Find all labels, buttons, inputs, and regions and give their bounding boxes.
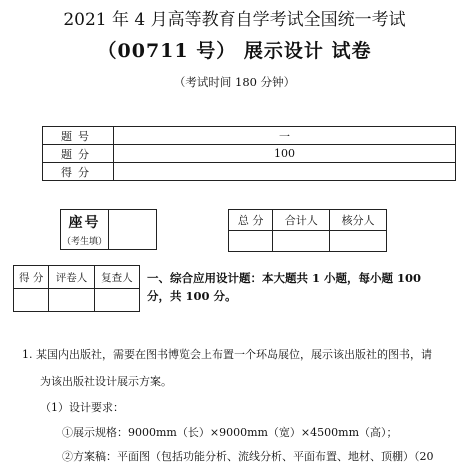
seat-title: 座号 <box>68 215 101 231</box>
table-row <box>229 210 387 231</box>
header-checker: 核分人 <box>330 210 387 231</box>
question-line: 为该出版社设计展示方案。 <box>40 375 172 388</box>
question-line: 1. 某国内出版社，需要在图书博览会上布置一个环岛展位，展示该出版社的图书，请 <box>22 348 432 361</box>
total-cell[interactable] <box>229 231 273 252</box>
question-line: ①展示规格：9000mm（长）×9000mm（宽）×4500mm（高）； <box>62 426 398 439</box>
score-cell[interactable] <box>14 289 49 312</box>
total-score-table <box>228 209 387 252</box>
row-value: 100 <box>114 145 456 163</box>
table-row <box>14 289 140 312</box>
question-line: （1）设计要求： <box>40 401 124 414</box>
checker-cell[interactable] <box>330 231 387 252</box>
table-row <box>14 266 140 289</box>
seat-hint: （考生填） <box>61 237 107 247</box>
reviewer-cell[interactable] <box>94 289 139 312</box>
row-label: 题号 <box>43 127 114 145</box>
row-label: 题分 <box>43 145 114 163</box>
row-label: 得分 <box>43 163 114 181</box>
seat-label <box>61 210 108 249</box>
header-grader: 评卷人 <box>49 266 94 289</box>
table-row <box>43 145 456 163</box>
header-score: 得 分 <box>14 266 49 289</box>
exam-subtitle: （00711 号） 展示设计 试卷 <box>97 40 372 62</box>
exam-title: 2021 年 4 月高等教育自学考试全国统一考试 <box>63 10 406 30</box>
exam-duration: （考试时间 180 分钟） <box>173 75 296 89</box>
table-row <box>43 163 456 181</box>
section-heading: 一、综合应用设计题：本大题共 1 小题，每小题 100 分，共 100 分。 <box>147 271 422 303</box>
score-input-cell[interactable] <box>114 163 456 181</box>
table-row <box>229 231 387 252</box>
question-line: ②方案稿：平面图（包括功能分析、流线分析、平面布置、地材、顶棚）（20 <box>62 450 434 463</box>
score-table <box>42 126 456 181</box>
header-reviewer: 复查人 <box>94 266 139 289</box>
grader-cell[interactable] <box>49 289 94 312</box>
summer-cell[interactable] <box>273 231 330 252</box>
table-row <box>43 127 456 145</box>
header-total: 总 分 <box>229 210 273 231</box>
seat-number-field[interactable] <box>108 210 157 249</box>
grader-table <box>13 265 140 312</box>
row-value: 一 <box>114 127 456 145</box>
header-summer: 合计人 <box>273 210 330 231</box>
seat-number-box <box>60 209 157 250</box>
